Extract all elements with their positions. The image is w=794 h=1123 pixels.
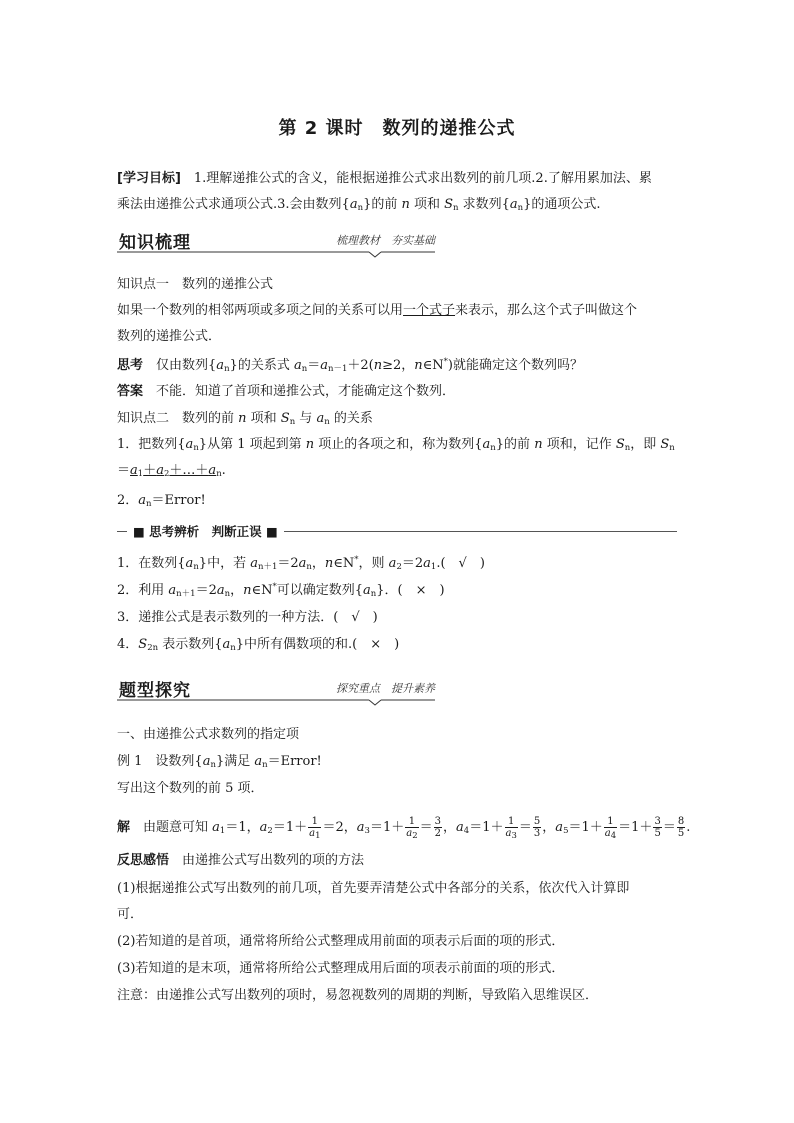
reflection-heading: 反思感悟 由递推公式写出数列的项的方法 xyxy=(117,853,365,868)
page-title: 第 2 课时 数列的递推公式 xyxy=(278,118,516,139)
kp1-text-2: 数列的递推公式． xyxy=(117,329,222,344)
section-title: 知识梳理 xyxy=(119,233,191,253)
section-subtitle: 梳理教材 夯实基础 xyxy=(336,234,435,247)
kp2-item-2: 2．$a_n=Error$! xyxy=(117,493,206,509)
reflection-note: 注意：由递推公式写出数列的项时，易忽视数列的周期的判断，导致陷入思维误区． xyxy=(117,988,599,1003)
reflection-item-2: (2)若知道的是首项，通常将所给公式整理成用前面的项表示后面的项的形式． xyxy=(117,934,565,949)
kp1-think: 思考 仅由数列$\{a_n\}$的关系式 $a_n=a_{n-1}+2(n\ge 2$，n∈N*)就能确定这个数列吗？ xyxy=(117,357,583,374)
reflection-item-3: (3)若知道的是末项，通常将所给公式整理成用后面的项表示前面的项的形式． xyxy=(117,961,565,976)
section-title: 题型探究 xyxy=(119,681,191,701)
objective-label: [学习目标] xyxy=(117,171,181,186)
kp1-answer: 答案 不能．知道了首项和递推公式，才能确定这个数列． xyxy=(117,384,456,399)
judge-q4: 4．$S_{2n}$ 表示数列$\{a_n\}$中所有偶数项的和.( × ) xyxy=(117,637,400,653)
think-judge-header xyxy=(117,522,677,542)
reflection-item-1: (1)根据递推公式写出数列的前几项，首先要弄清楚公式中各部分的关系，依次代入计算即 xyxy=(117,881,630,896)
objective-line-1: [学习目标] 1.理解递推公式的含义，能根据递推公式求出数列的前几项.2.了解用累加法、累 xyxy=(117,171,652,186)
section-header-explore xyxy=(117,676,435,708)
reflection-item-1-cont: 可． xyxy=(117,907,144,922)
kp2-item-1: 1．把数列$\{a_n\}$从第 1 项起到第 n 项止的各项之和，称为数列$\{a_n\}$的前 n 项和，记作 $S_n$，即 $S_n$ xyxy=(117,437,675,453)
section-subtitle: 探究重点 提升素养 xyxy=(336,682,435,695)
judge-q3: 3．递推公式是表示数列的一种方法．( √ ) xyxy=(117,610,378,625)
example-1-task: 写出这个数列的前 5 项． xyxy=(117,781,264,796)
kp1-text-1: 如果一个数列的相邻两项或多项之间的关系可以用一个式子来表示，那么这个式子叫做这个 xyxy=(117,303,638,318)
think-judge-label: ■ 思考辨析 判断正误 ■ xyxy=(127,522,284,540)
kp2-item-1-cont: $=a_1+a_2+\dots+a_n$. xyxy=(117,463,226,479)
solution-line: 解 由题意可知 $a_1=1$，$a_2=1+$ $\frac{1}{a_1}$ ＝2，$a_3=1+$ $\frac{1}{a_2}$ ＝ $\frac{3}{2}$ ，$a_4=1+$ $\frac{1}{a_3}$ ＝ $\frac{5}{3}$ ，$a_5=1+$ $\frac{1}{a_4}$ ＝1＋ $\frac{3}{5}$ ＝ $\frac{8}{5}$ . xyxy=(117,816,691,841)
judge-q1: 1．在数列$\{a_n\}$中，若 $a_{n+1}=2a_n$，n∈N*，则 $a_2=2a_1$.( √ ) xyxy=(117,555,485,572)
topic1-heading: 一、由递推公式求数列的指定项 xyxy=(117,727,300,742)
judge-q2: 2．利用 $a_{n+1}=2a_n$，n∈N*可以确定数列$\{a_n\}$．( × ) xyxy=(117,582,445,599)
kp2-heading: 知识点二 数列的前 n 项和 $S_n$ 与 $a_n$ 的关系 xyxy=(117,411,373,427)
objective-line-2: 乘法由递推公式求通项公式.3.会由数列$\{a_n\}$的前 n 项和 $S_n$ 求数列$\{a_n\}$的通项公式. xyxy=(117,197,601,213)
example-1: 例 1 设数列$\{a_n\}$满足 $a_n=Error$! xyxy=(117,754,322,770)
section-header-knowledge xyxy=(117,228,435,260)
kp1-heading: 知识点一 数列的递推公式 xyxy=(117,277,274,292)
